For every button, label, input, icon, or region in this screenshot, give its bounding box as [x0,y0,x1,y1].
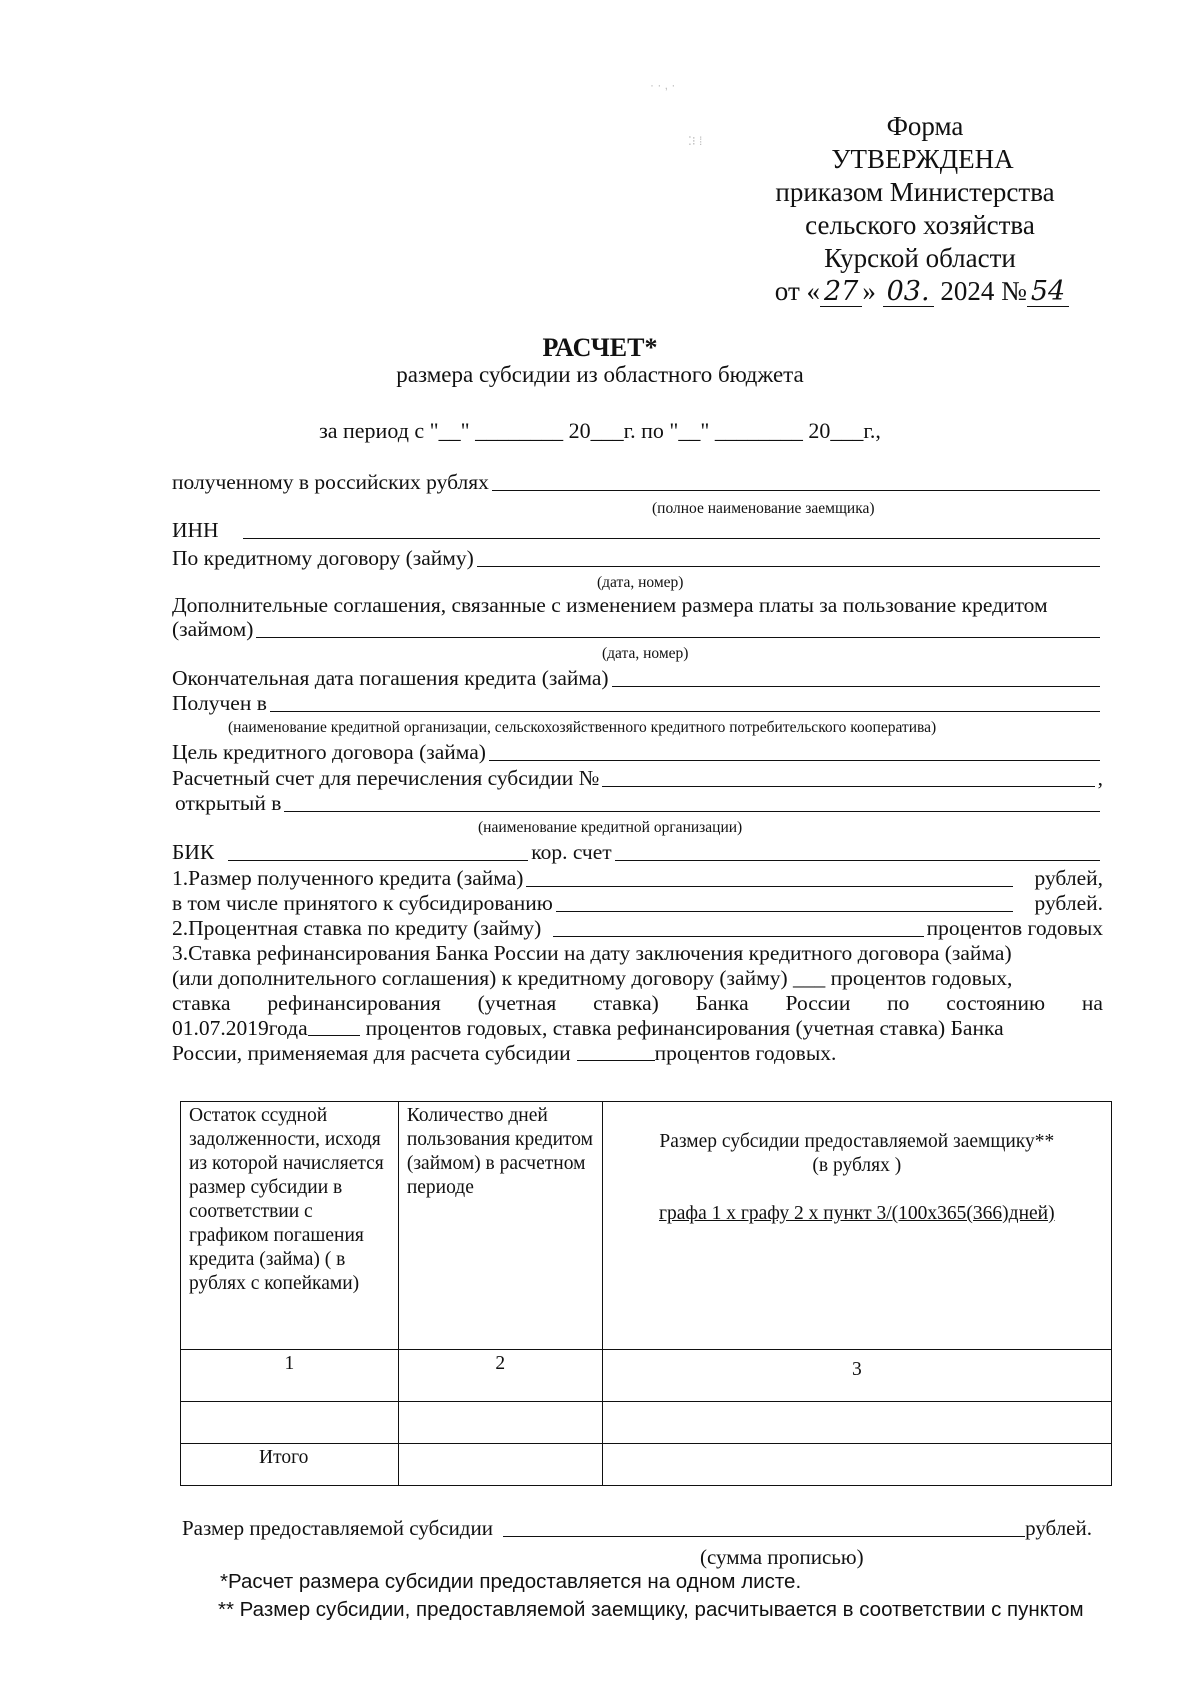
opened-blank[interactable] [284,811,1100,812]
received-in-label: Получен в [172,691,267,715]
received-caption: (полное наименование заемщика) [652,500,875,517]
table-cell[interactable] [398,1402,602,1444]
col-number-1: 1 [181,1350,399,1402]
subsidy-label: Размер предоставляемой субсидии [182,1516,493,1540]
bik-korr-field [172,840,1103,865]
addl-agreements-line [172,593,1103,618]
table-row [181,1402,1112,1444]
item-3-line-5-text: России, применяемая для расчета субсидии [172,1041,571,1065]
item-1 [172,866,1103,891]
footnote-1: *Расчет размера субсидии предоставляется на одном листе. [220,1570,802,1593]
approval-block [700,110,1130,308]
korr-label: кор. счет [531,840,612,864]
received-in-caption: (наименование кредитной организации, сельскохозяйственного кредитного потребительского кооператива) [228,719,937,736]
loan-field [172,546,1103,571]
word: ставка [172,991,231,1015]
addl-caption: (дата, номер) [602,645,689,662]
item-1-blank[interactable] [526,886,1012,887]
header-col-1: Остаток ссудной задолженности, исходя из которой начисляется размер субсидии в соответствии с графиком погашения кредита (займа) ( в рублях с копейками) [181,1102,399,1350]
word: по [887,991,910,1015]
inn-label: ИНН [172,518,219,542]
table-cell[interactable] [398,1444,602,1486]
goal-label: Цель кредитного договора (займа) [172,740,486,764]
subsidy-blank[interactable] [503,1536,1025,1537]
header-col-2: Количество дней пользования кредитом (займом) в расчетном периоде [398,1102,602,1350]
header-col-3-formula: графа 1 х графу 2 х пункт 3/(100х365(366)дней) [659,1203,1055,1224]
word: (учетная [477,991,557,1015]
korr-blank[interactable] [615,860,1100,861]
item-3-line-3 [172,991,1103,1016]
opened-caption: (наименование кредитной организации) [478,819,743,836]
header-col-3-unit: (в рублях ) [812,1155,902,1176]
word: на [1081,991,1103,1015]
subsidy-amount-line [182,1516,1092,1541]
rate-blank[interactable] [308,1016,360,1036]
final-date-field [172,666,1103,691]
calculation-table [180,1101,1112,1486]
period-line: за период с "__" ________ 20___г. по "__" ________ 20___г., [319,418,881,443]
table-cell[interactable] [181,1402,399,1444]
final-date-blank[interactable] [612,686,1100,687]
document-title: РАСЧЕТ* [542,333,658,362]
account-comma: , [1097,766,1103,790]
table-number-row [181,1350,1112,1402]
table-cell[interactable] [602,1402,1111,1444]
addl-field [172,617,1103,642]
subsidy-caption: (сумма прописью) [700,1545,864,1569]
table-total-row [181,1444,1112,1486]
account-field [172,766,1103,791]
document-subtitle: размера субсидии из областного бюджета [396,362,804,387]
addl-label-2: (займом) [172,617,254,641]
item-2-unit: процентов годовых [926,916,1103,940]
header-col-3-title: Размер субсидии предоставляемой заемщику** [659,1131,1055,1152]
approval-ministry-line: сельского хозяйства [805,210,1035,240]
word: ставка) [593,991,659,1015]
header-col-3 [602,1102,1111,1350]
col-number-3: 3 [602,1350,1111,1402]
item-2 [172,916,1103,941]
loan-label: По кредитному договору (займу) [172,546,474,570]
goal-field [172,740,1103,765]
bik-label: БИК [172,840,215,864]
handwritten-day: 27 [820,278,862,307]
table-header-row [181,1102,1112,1350]
item-2-label: 2.Процентная ставка по кредиту (займу) [172,916,542,940]
footnote-2: ** Размер субсидии, предоставляемой заемщику, расчитывается в соответствии с пунктом [218,1598,1084,1621]
item-3-line-4-text: процентов годовых, ставка рефинансирования (учетная ставка) Банка [365,1016,1004,1040]
goal-blank[interactable] [489,760,1100,761]
word: Банка [695,991,749,1015]
opened-label: открытый в [175,791,282,815]
received-blank[interactable] [492,490,1100,491]
handwritten-month: 03. [883,278,934,307]
word: состоянию [946,991,1046,1015]
received-field [172,470,1103,495]
loan-blank[interactable] [477,566,1100,567]
scan-artifact: ⁚⁝ ⁞ [688,134,703,148]
item-2-blank[interactable] [553,936,923,937]
col-number-2: 2 [398,1350,602,1402]
received-label: полученному в российских рублях [172,470,489,494]
item-3-line-4 [172,1016,1103,1041]
bik-blank[interactable] [228,859,528,861]
final-date-label: Окончательная дата погашения кредита (займа) [172,666,609,690]
received-in-field [172,691,1103,716]
item-1b-blank[interactable] [556,911,1013,912]
loan-caption: (дата, номер) [597,574,684,591]
item-1b-unit: рублей. [1034,891,1103,915]
date-mid: » [862,276,876,306]
inn-field [172,518,1103,543]
item-3-line-5-unit: процентов годовых. [654,1041,837,1065]
handwritten-number: 54 [1027,278,1069,307]
subsidy-unit: рублей. [1025,1516,1092,1540]
item-3-line-2: (или дополнительного соглашения) к кредитному договору (займу) ___ процентов годовых, [172,966,1013,990]
ref-date: 01.07.2019года [172,1016,308,1040]
opened-field [172,791,1103,816]
total-label: Итого [181,1444,399,1486]
table-cell[interactable] [602,1444,1111,1486]
applied-rate-blank[interactable] [577,1041,655,1061]
item-1-label: 1.Размер полученного кредита (займа) [172,866,524,890]
item-1b [172,891,1103,916]
word: России [785,991,851,1015]
item-3-line-1: 3.Ставка рефинансирования Банка России на дату заключения кредитного договора (займа) [172,941,1012,965]
approval-region-line: Курской области [824,243,1016,273]
approval-approved-label: УТВЕРЖДЕНА [831,144,1014,174]
received-in-blank[interactable] [270,711,1100,712]
account-label: Расчетный счет для перечисления субсидии № [172,766,600,790]
inn-blank[interactable] [243,538,1100,539]
item-1b-label: в том числе принятого к субсидированию [172,891,553,915]
item-1-unit: рублей, [1034,866,1103,890]
account-blank[interactable] [602,786,1094,787]
scan-artifact: · · , · [650,78,676,92]
approval-form-label: Форма [886,111,964,141]
addl-blank[interactable] [256,637,1100,638]
word: рефинансирования [267,991,441,1015]
date-prefix: от « [774,276,820,306]
addl-label: Дополнительные соглашения, связанные с изменением размера платы за пользование кредитом [172,593,1048,617]
approval-order-line: приказом Министерства [775,177,1055,207]
item-3-line-5 [172,1041,1103,1066]
date-year: 2024 № [940,276,1027,306]
approval-date-line [700,275,1130,308]
